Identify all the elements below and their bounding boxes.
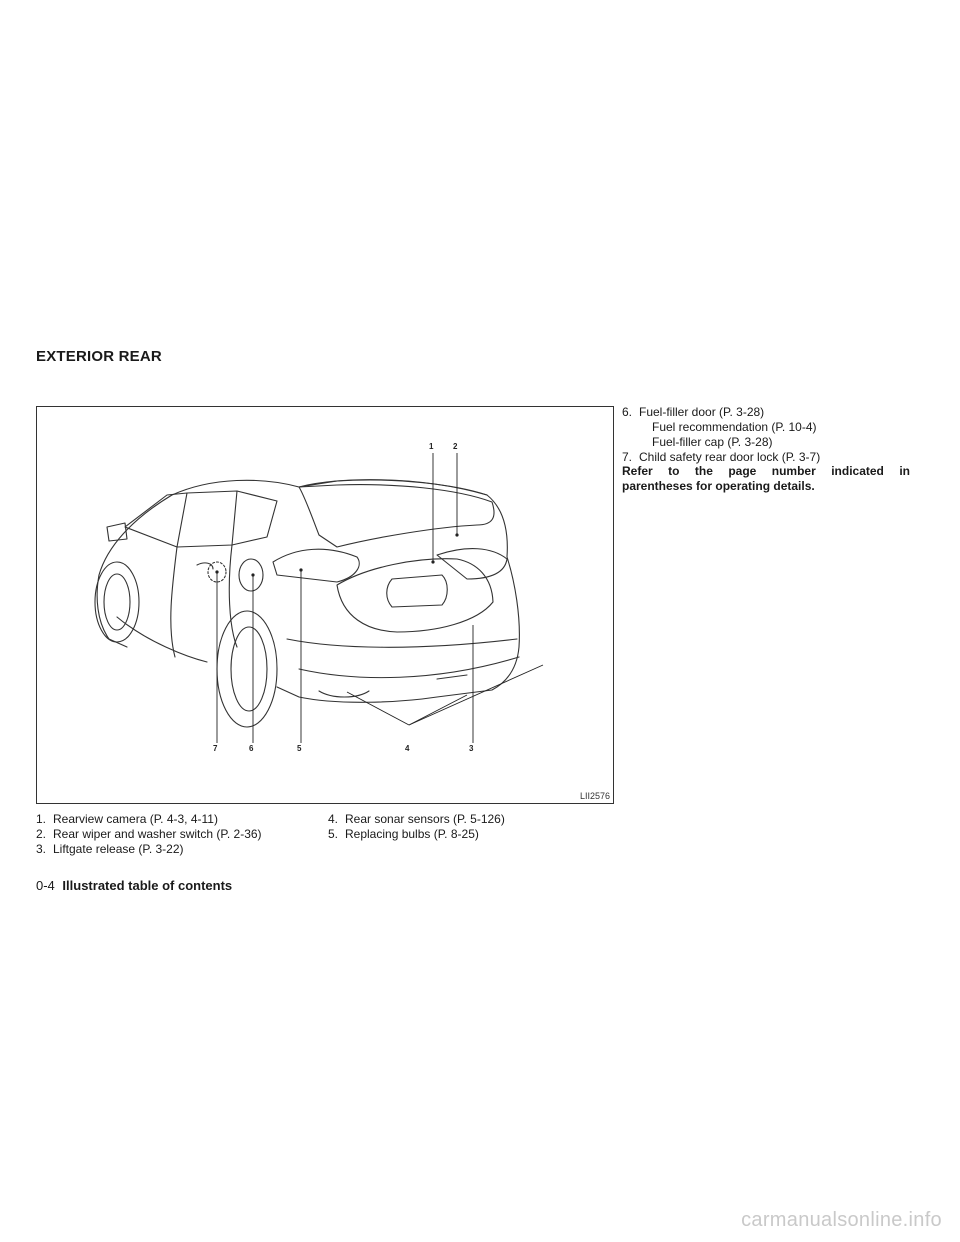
list-item <box>622 450 922 465</box>
site-watermark: carmanualsonline.info <box>741 1209 942 1231</box>
chapter-title: Illustrated table of contents <box>62 878 233 893</box>
item-text: Fuel-filler door (P. 3-28) <box>639 405 765 419</box>
operating-details-note: Refer to the page number indicated in parentheses for operating details. <box>622 464 910 493</box>
item-text: Replacing bulbs (P. 8-25) <box>345 827 479 841</box>
item-number: 3. <box>36 842 47 856</box>
item-number: 6. <box>622 405 633 419</box>
legend-list-middle <box>328 812 578 842</box>
item-text: Rearview camera (P. 4-3, 4-11) <box>53 812 218 826</box>
callout-5: 5 <box>297 744 302 753</box>
item-number: 5. <box>328 827 339 841</box>
vehicle-rear-illustration <box>36 406 614 804</box>
callout-4: 4 <box>405 744 410 753</box>
legend-list-right <box>622 405 922 465</box>
callout-6: 6 <box>249 744 254 753</box>
callout-3: 3 <box>469 744 474 753</box>
list-item <box>36 812 326 827</box>
list-subitem: Fuel-filler cap (P. 3-28) <box>652 435 773 449</box>
list-item <box>36 842 326 857</box>
list-subitem: Fuel recommendation (P. 10-4) <box>652 420 817 434</box>
item-number: 4. <box>328 812 339 826</box>
callout-7: 7 <box>213 744 218 753</box>
page-number: 0-4 <box>36 878 55 893</box>
section-title: EXTERIOR REAR <box>36 348 162 365</box>
item-text: Liftgate release (P. 3-22) <box>53 842 184 856</box>
item-text: Child safety rear door lock (P. 3-7) <box>639 450 821 464</box>
list-item <box>328 827 578 842</box>
item-text: Rear sonar sensors (P. 5-126) <box>345 812 505 826</box>
page-footer <box>36 878 232 893</box>
callout-2: 2 <box>453 442 458 451</box>
item-number: 7. <box>622 450 633 464</box>
vehicle-line-drawing <box>37 407 613 803</box>
item-number: 1. <box>36 812 47 826</box>
callout-1: 1 <box>429 442 434 451</box>
list-item <box>36 827 326 842</box>
item-number: 2. <box>36 827 47 841</box>
list-item <box>622 405 922 420</box>
list-item <box>328 812 578 827</box>
item-text: Rear wiper and washer switch (P. 2-36) <box>53 827 262 841</box>
legend-list-left <box>36 812 326 857</box>
figure-code: LII2576 <box>579 791 610 801</box>
